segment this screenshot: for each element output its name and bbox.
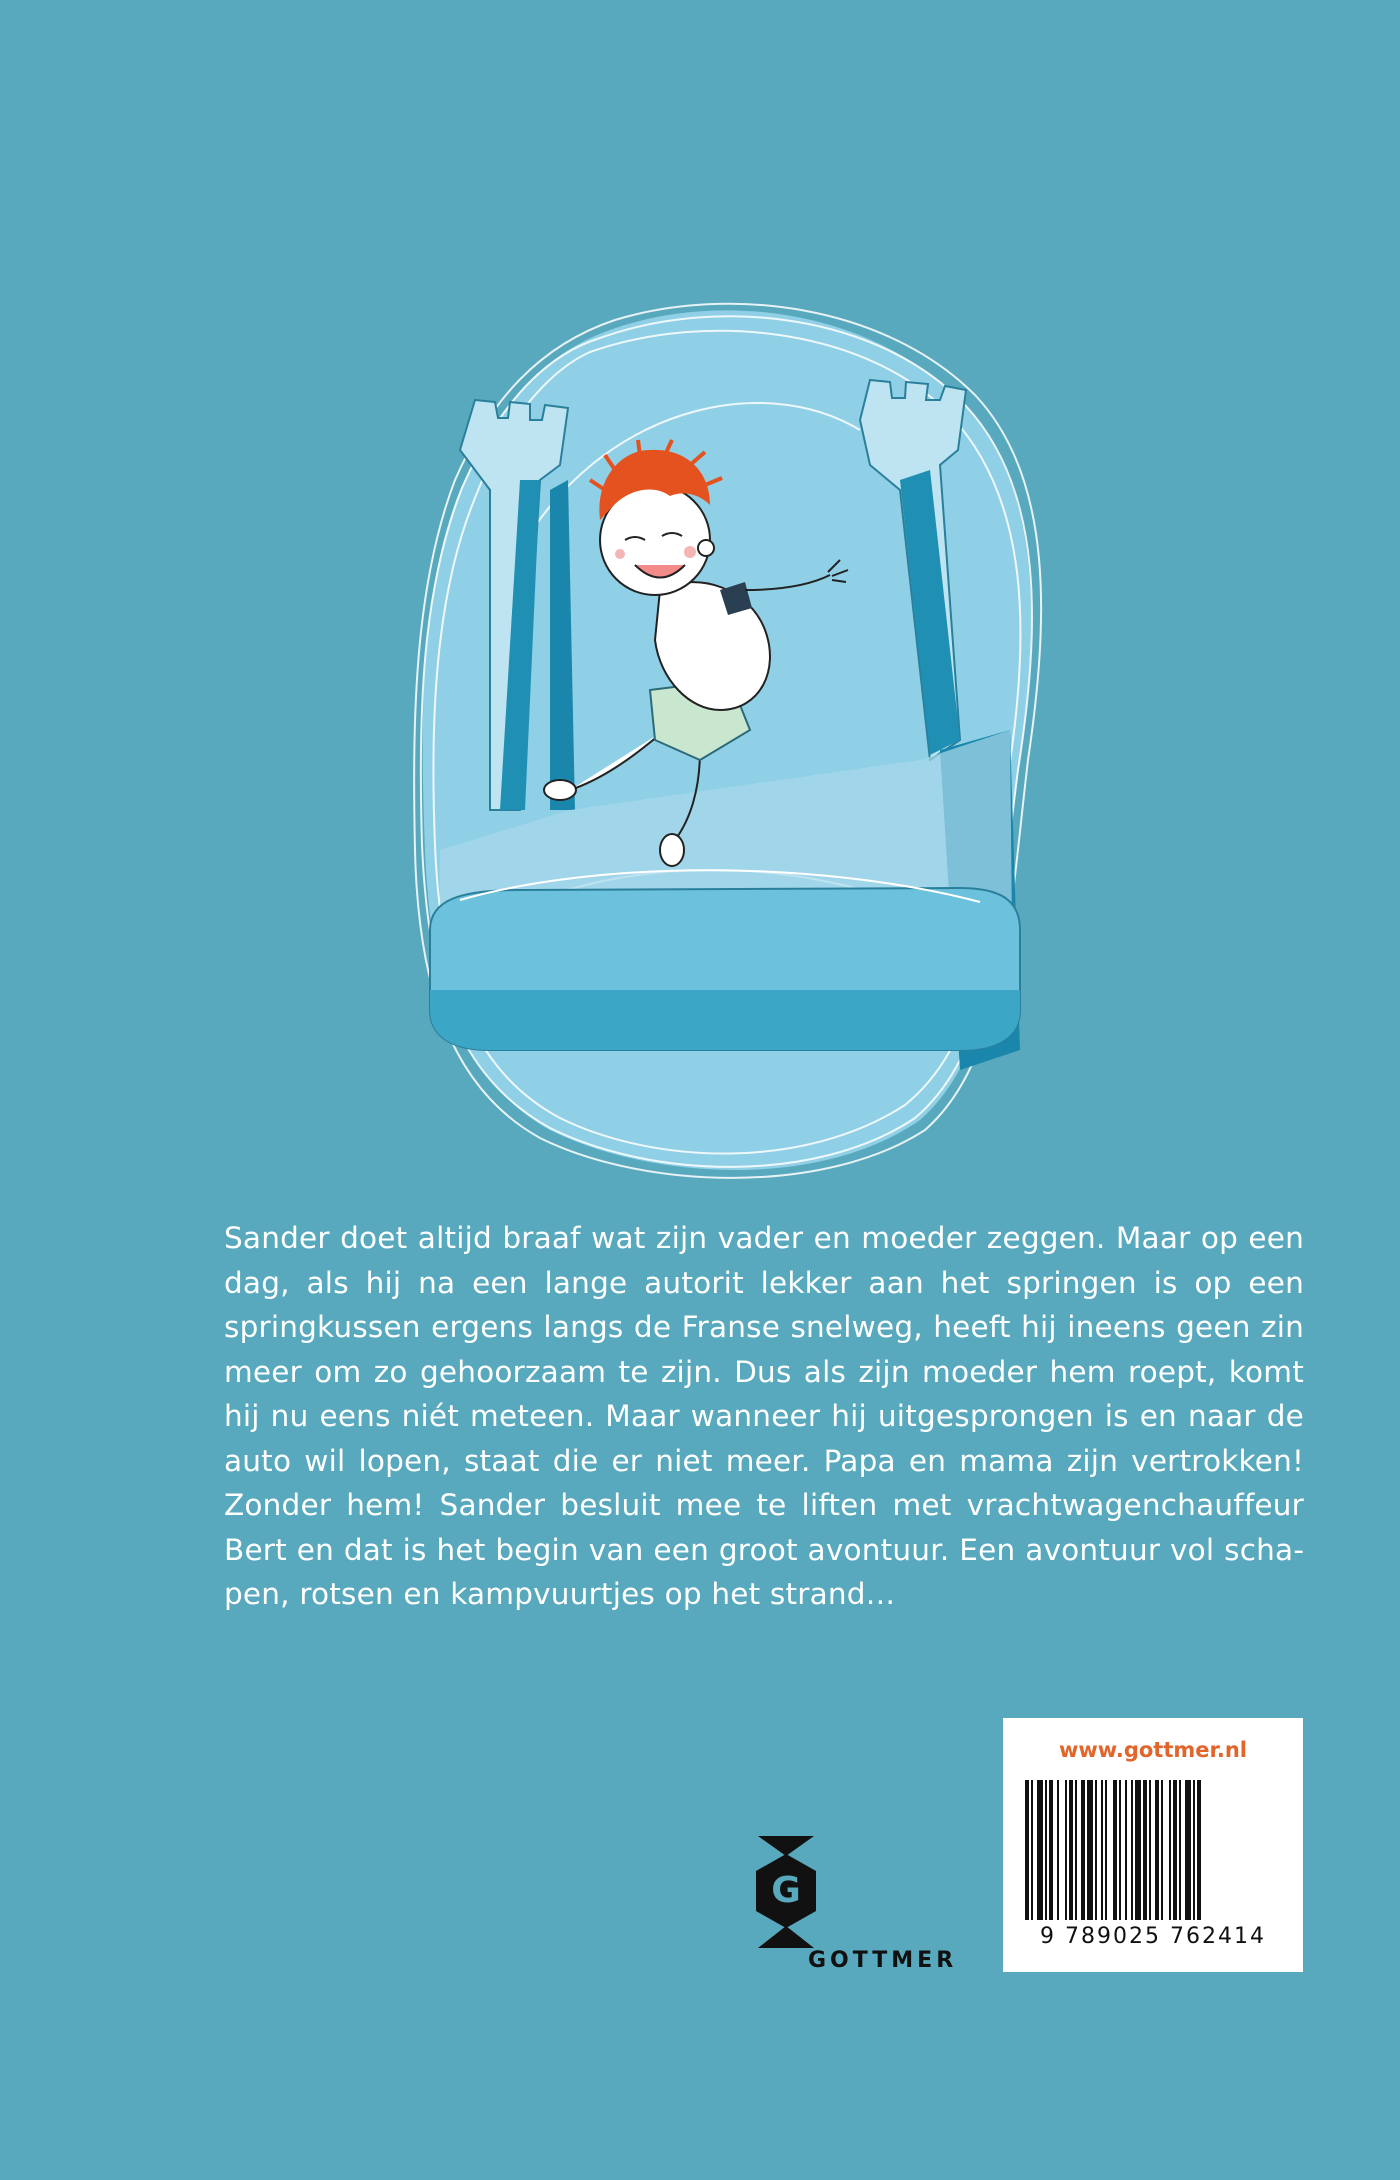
barcode-bar [1173,1780,1177,1920]
publisher-url: www.gottmer.nl [1059,1738,1247,1762]
barcode-bar [1197,1780,1201,1920]
barcode-bar [1155,1780,1159,1920]
barcode-bar [1081,1780,1085,1920]
barcode-bar [1095,1780,1097,1920]
barcode-bar [1149,1780,1151,1920]
back-cover-blurb: Sander doet altijd braaf wat zijn vader en moeder zeggen. Maar op een dag, als hij na een lange autorit lekker aan het springen is op een springkussen ergens langs de Franse snelweg, heeft hij ineens geen zin meer om zo gehoorzaam te zijn. Dus als zijn moeder hem roept, komt hij nu eens niét meteen. Maar wanneer hij uitgesprongen is en naar de auto wil lopen, staat die er niet meer. Papa en mama zijn vertrokken! Zonder hem! Sander besluit mee te liften met vrachtwagenchauffeur Bert en dat is het begin van een groot avontuur. Een avontuur vol schapen, rotsen en kampvuurtjes op het strand… [224,1221,1304,1611]
barcode-bar [1113,1780,1117,1920]
logo-bottom-triangle [758,1926,814,1948]
barcode-bar [1105,1780,1107,1920]
barcode-bar [1143,1780,1147,1920]
barcode-bar [1101,1780,1103,1920]
barcode-bar [1045,1780,1047,1920]
barcode-bar [1075,1780,1077,1920]
barcode-bar [1025,1780,1029,1920]
barcode-bar [1131,1780,1133,1920]
barcode-bar [1135,1780,1141,1920]
barcode-bar [1193,1780,1195,1920]
barcode-bar [1057,1780,1059,1920]
barcode-bar [1065,1780,1067,1920]
barcode-bar [1161,1780,1163,1920]
barcode-bar [1125,1780,1127,1920]
barcode-bar [1119,1780,1121,1920]
barcode-bar [1179,1780,1181,1920]
barcode-box [1003,1718,1303,1972]
barcode-bar [1087,1780,1093,1920]
logo-top-triangle [758,1836,814,1856]
barcode-bar [1185,1780,1191,1920]
barcode-bar [1031,1780,1033,1920]
barcode-bars [1025,1780,1281,1920]
bouncy-floor [430,870,1020,1050]
barcode-bar [1169,1780,1171,1920]
barcode-bar [1069,1780,1073,1920]
publisher-name: GOTTMER [808,1948,958,1973]
barcode-bar [1037,1780,1043,1920]
logo-letter: G [771,1870,801,1911]
boy-on-bouncy-castle-illustration [400,290,1060,1190]
isbn-digits: 9 789025 762414 [1040,1924,1266,1949]
barcode-bar [1049,1780,1053,1920]
